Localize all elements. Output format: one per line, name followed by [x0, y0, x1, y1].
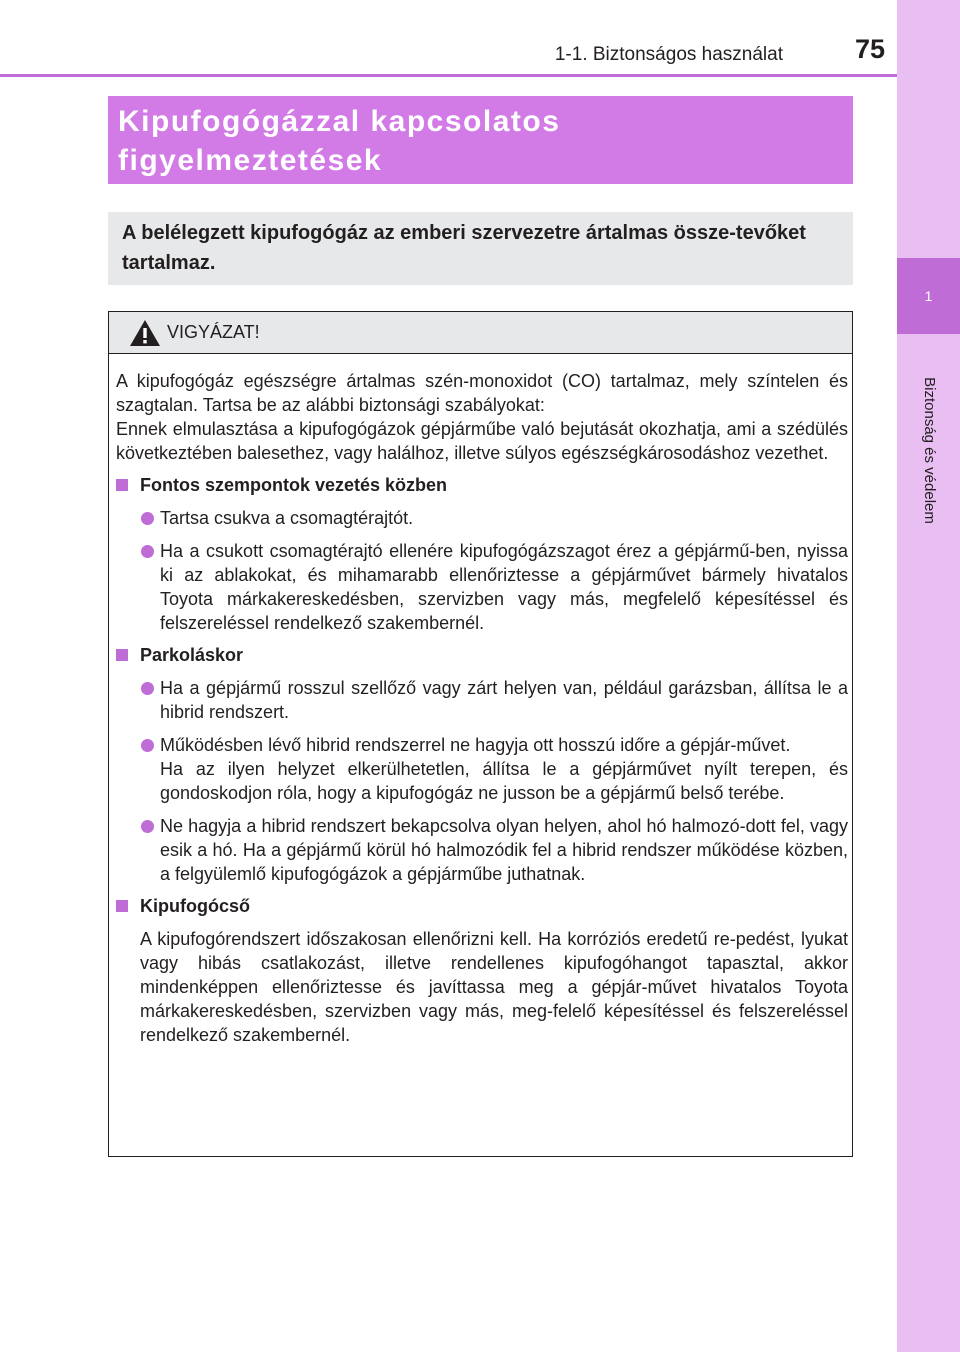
list-item: Ne hagyja a hibrid rendszert bekapcsolva olyan helyen, ahol hó halmozó-dott fel, vagy esik a hó. Ha a gépjármű körül hó halmozódik fel a hibrid rendszer működése közben, a felgyülemlő kipufogógázok a gépjárműbe juthatnak. — [116, 814, 848, 886]
subsection-heading: Fontos szempontok vezetés közben — [116, 473, 848, 497]
intro-text: A belélegzett kipufogógáz az emberi szervezetre ártalmas össze-tevőket tartalmaz. — [122, 222, 806, 274]
round-bullet-icon — [141, 739, 154, 752]
square-bullet-icon — [116, 900, 128, 912]
section-header: 1-1. Biztonságos használat — [554, 44, 783, 65]
chapter-title: Biztonság és védelem — [920, 376, 938, 524]
chapter-number-box — [897, 258, 960, 334]
list-item: Működésben lévő hibrid rendszerrel ne hagyja ott hosszú időre a gépjár-művet. Ha az ilyen helyzet elkerülhetetlen, állítsa le a gépjárművet nyílt terepen, és gondoskodjon róla, hogy a kipufogógáz ne jusson be a gépjármű belső terébe. — [116, 733, 848, 805]
chapter-number: 1 — [924, 288, 933, 304]
warning-triangle-icon — [129, 319, 161, 347]
subsection-heading: Parkoláskor — [116, 643, 848, 667]
list-item: Ha a gépjármű rosszul szellőző vagy zárt helyen van, például garázsban, állítsa le a hibrid rendszert. — [116, 676, 848, 724]
caution-body — [116, 369, 848, 1047]
page-number: 75 — [854, 34, 885, 64]
caution-title: VIGYÁZAT! — [167, 322, 260, 342]
list-item: Ha a csukott csomagtérajtó ellenére kipufogógázszagot érez a gépjármű-ben, nyissa ki az ablakokat, és mihamarabb ellenőriztesse a gépjárművet bármely hivatalos Toyota márkakereskedésben, szervizben vagy más, megfelelő képesítéssel és felszereléssel rendelkező szakembernél. — [116, 539, 848, 635]
caution-paragraph: Ennek elmulasztása a kipufogógázok gépjárműbe való bejutását okozhatja, ami a szédülés következtében balesethez, vagy halálhoz, illetve súlyos egészségkárosodáshoz vezethet. — [116, 419, 848, 463]
list-item: Tartsa csukva a csomagtérajtót. — [116, 506, 848, 530]
round-bullet-icon — [141, 512, 154, 525]
list-item-continuation: Ha az ilyen helyzet elkerülhetetlen, állítsa le a gépjárművet nyílt terepen, és gondoskodjon róla, hogy a kipufogógáz ne jusson be a gépjármű belső terébe. — [160, 759, 848, 803]
round-bullet-icon — [141, 820, 154, 833]
header-divider — [0, 74, 897, 77]
square-bullet-icon — [116, 649, 128, 661]
page-title-line1: Kipufogógázzal kapcsolatos — [118, 105, 561, 138]
chapter-title-wrap — [909, 340, 949, 560]
caution-box — [108, 311, 853, 1157]
square-bullet-icon — [116, 479, 128, 491]
subsection-text: A kipufogórendszert időszakosan ellenőrizni kell. Ha korróziós eredetű re-pedést, lyukat vagy hibás csatlakozást, illetve rendellenes kipufogóhangot tapasztal, akkor mindenképpen ellenőriztesse és javíttassa meg a gépjár-művet hivatalos Toyota márkakereskedésben, szervizben vagy más, meg-felelő képesítéssel és felszereléssel rendelkező szakembernél. — [140, 929, 848, 1045]
intro-summary — [108, 212, 853, 285]
chapter-side-tab — [897, 0, 960, 1352]
page-title-line2: figyelmeztetések — [118, 144, 383, 177]
round-bullet-icon — [141, 545, 154, 558]
caution-header — [109, 312, 852, 354]
page-title — [108, 96, 853, 184]
subsection-heading: Kipufogócső — [116, 894, 848, 918]
caution-paragraph: A kipufogógáz egészségre ártalmas szén-monoxidot (CO) tartalmaz, mely színtelen és szagtalan. Tartsa be az alábbi biztonsági szabályokat: — [116, 371, 848, 415]
round-bullet-icon — [141, 682, 154, 695]
